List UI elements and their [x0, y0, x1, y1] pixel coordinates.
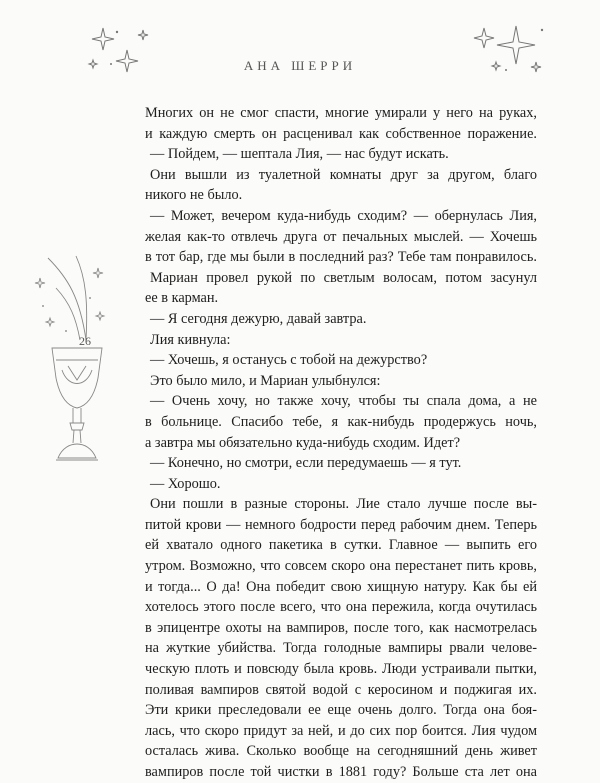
text-line: в эпицентре охоты на вампиров, после того, как насмотрелась	[145, 619, 537, 636]
text-line: — Очень хочу, но также хочу, чтобы ты спала дома, а не	[150, 393, 537, 410]
text-line: Многих он не смог спасти, многие умирали у него на руках,	[145, 105, 537, 121]
text-line: желая как-то отвлечь друга от печальных мыслей. — Хочешь	[145, 228, 537, 245]
text-line: — Конечно, но смотри, если передумаешь — я тут.	[150, 455, 462, 472]
goblet-icon	[28, 248, 118, 473]
body-text	[145, 103, 537, 783]
text-line: поливая вампиров святой водой с керосином и поджигая их.	[145, 681, 537, 698]
text-line: в тот бар, где мы были в последний раз? Тебе там понравилось.	[145, 249, 537, 266]
text-line: Мариан провел рукой по светлым волосам, потом засунул	[150, 269, 537, 286]
text-line: вампиров после той чистки в 1881 году? Больше ста лет она	[145, 764, 537, 780]
text-line: ческую плоть и повсюду была кровь. Люди устраивали пытки,	[145, 661, 537, 678]
text-line: лась, что скоро придут за ней, и до сих пор боится. Лия чудом	[145, 722, 537, 739]
text-line: и тогда... О да! Она победит свою хищную натуру. Как бы ей	[145, 578, 537, 595]
text-line: — Пойдем, — шептала Лия, — нас будут искать.	[150, 146, 449, 163]
text-line: — Может, вечером куда-нибудь сходим? — обернулась Лия,	[150, 207, 537, 224]
text-line: утром. Возможно, что совсем скоро она перестанет пить кровь,	[145, 558, 537, 575]
text-line: а завтра мы обязательно куда-нибудь сходим. Идет?	[145, 434, 461, 451]
text-line: на жуткие убийства. Тогда голодные вампиры рвали челове-	[145, 640, 537, 657]
text-line: питой крови — немного бодрости перед рабочим днем. Теперь	[145, 516, 537, 533]
text-line: Они пошли в разные стороны. Лие стало лучше после вы-	[150, 496, 537, 513]
text-line: — Хорошо.	[150, 475, 221, 492]
running-head-author: АНА ШЕРРИ	[243, 58, 357, 73]
text-line: хотелось этого после всего, что она пережила, когда очутилась	[145, 599, 537, 616]
text-line: Эти крики преследовали ее еще очень долго. Тогда она боя-	[145, 702, 537, 719]
text-line: Это было мило, и Мариан улыбнулся:	[150, 372, 381, 389]
text-line: в больнице. Спасибо тебе, я как-нибудь продержусь ночь,	[145, 413, 537, 430]
text-line: — Хочешь, я останусь с тобой на дежурство?	[150, 352, 428, 369]
text-line: и каждую смерть он расценивал как собственное поражение.	[145, 125, 537, 142]
text-line: ей хватало одного пакетика в сутки. Главное — выпить его	[145, 537, 537, 554]
text-line: ее в карман.	[145, 290, 219, 307]
text-line: Они вышли из туалетной комнаты друг за другом, благо	[150, 166, 537, 183]
page-number: 26	[79, 334, 91, 348]
text-line: — Я сегодня дежурю, давай завтра.	[150, 310, 367, 327]
text-line: осталась жива. Сколько вообще на сегодняшний день живет	[145, 743, 537, 760]
text-line: никого не было.	[145, 187, 243, 204]
text-line: Лия кивнула:	[150, 331, 231, 348]
